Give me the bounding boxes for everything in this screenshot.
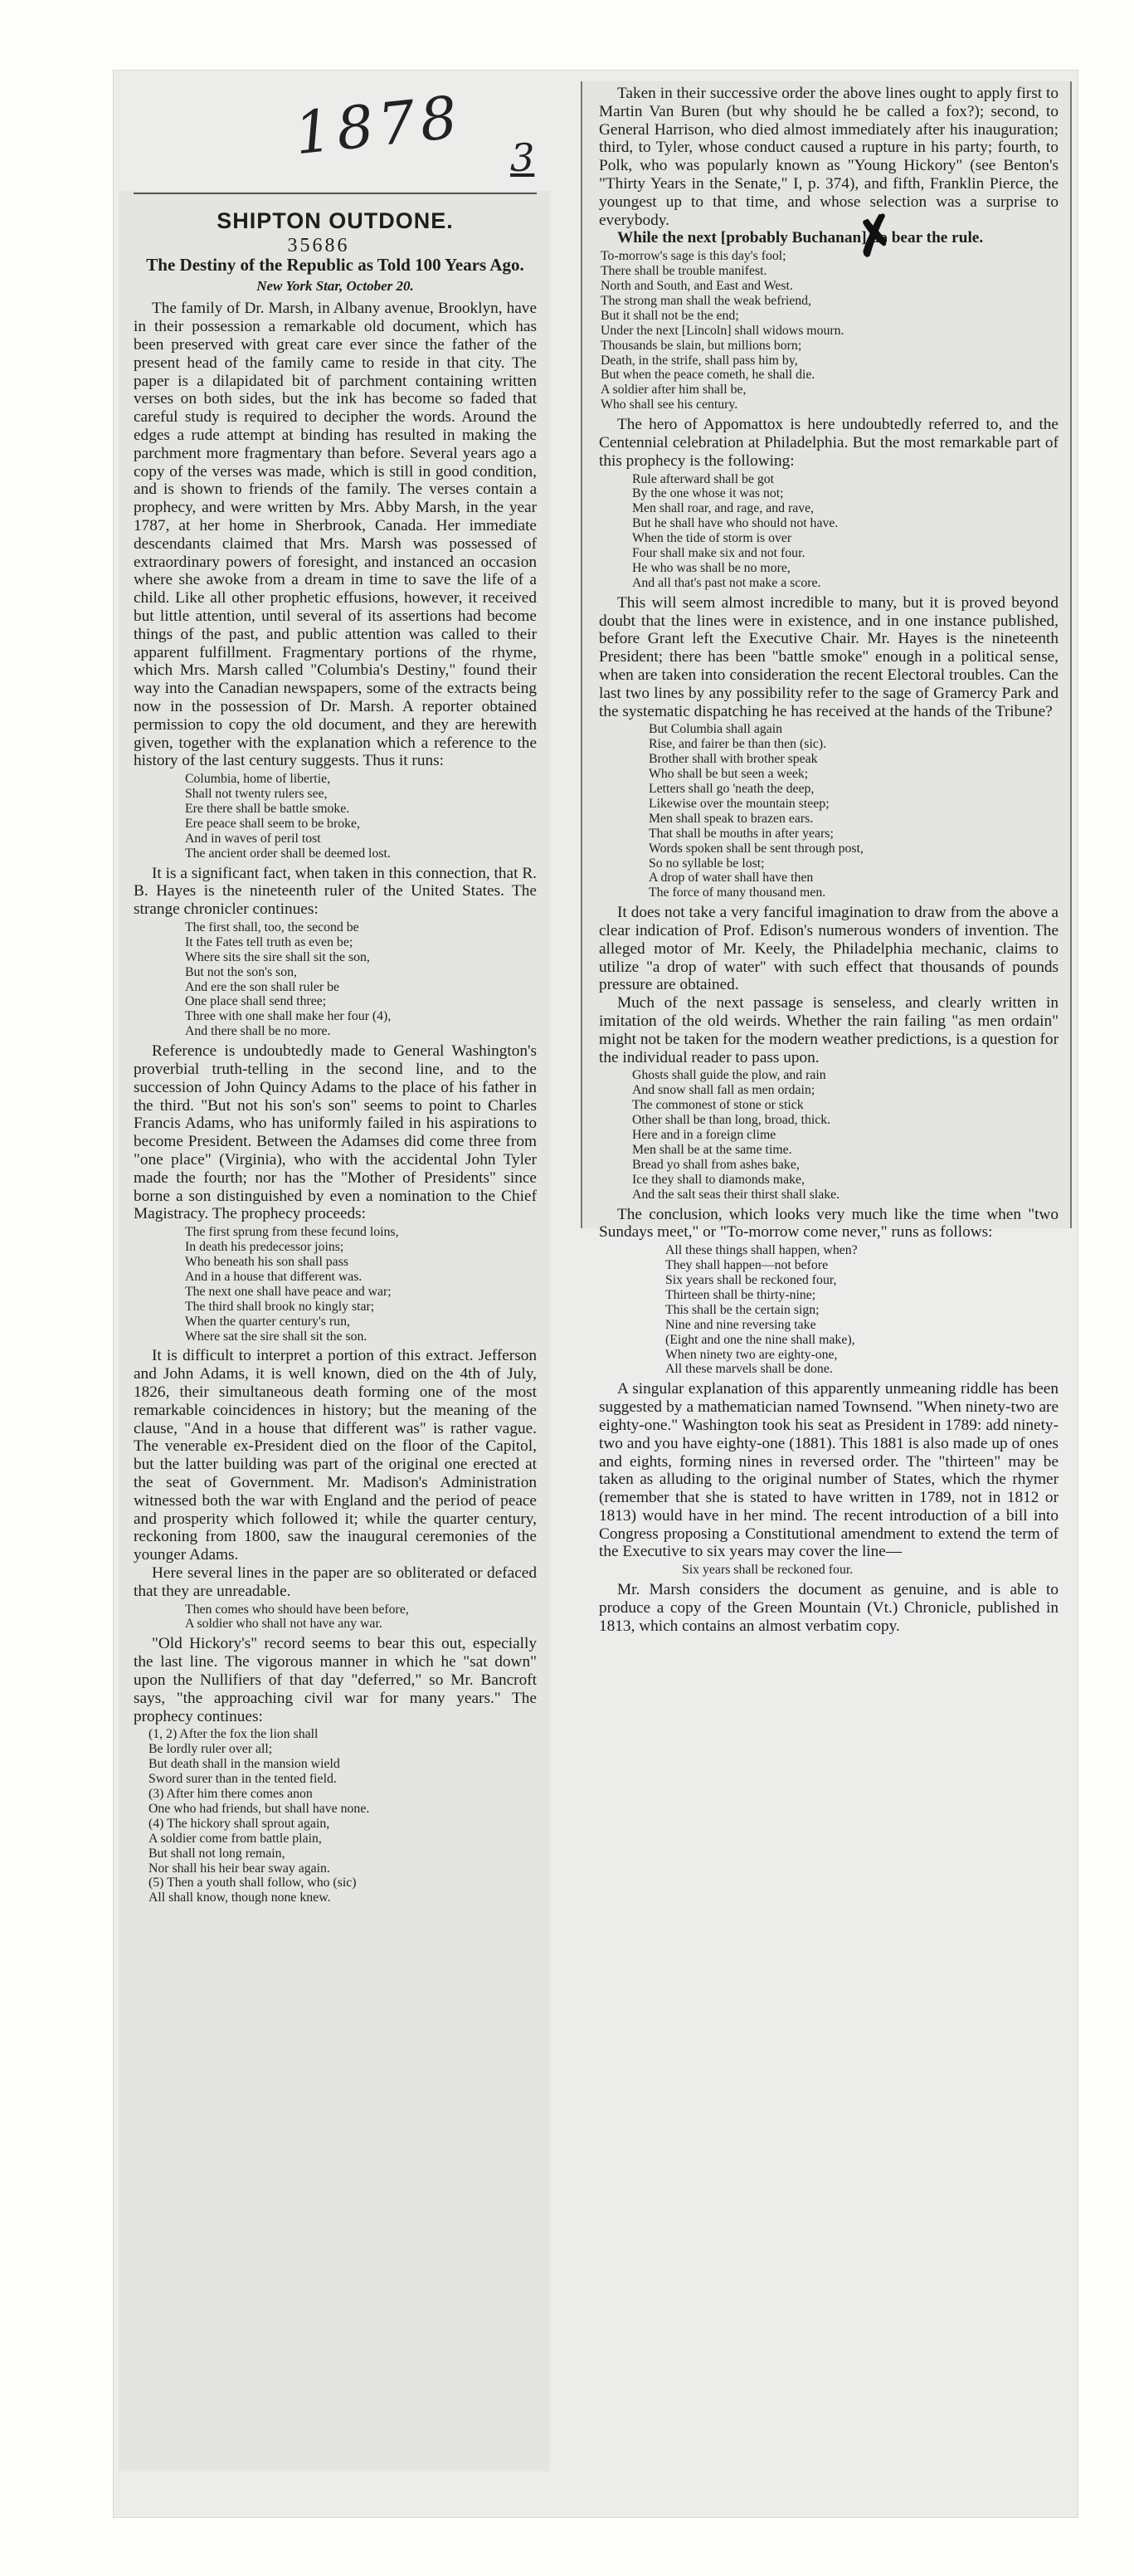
paragraph: The hero of Appomattox is here undoubtedly referred to, and the Centennial celebration at Philadelphia. But the most remarkable part of this prophecy is the following: bbox=[599, 416, 1059, 470]
verse-line: Who beneath his son shall pass bbox=[185, 1254, 348, 1269]
paragraph: Much of the next passage is senseless, and clearly written in imitation of the old weirds. Whether the rain failing "as men ordain" might not be taken for the modern weather predictions, is a question for the individual reader to pass upon. bbox=[599, 994, 1059, 1066]
source-dateline: New York Star, October 20. bbox=[256, 277, 414, 294]
verse-line: (5) Then a youth shall follow, who (sic) bbox=[148, 1876, 357, 1891]
paragraph: It is a significant fact, when taken in this connection, that R. B. Hayes is the nineteenth ruler of the United States. The strange chronicler continues: bbox=[134, 864, 537, 919]
verse-line: Where sat the sire shall sit the son. bbox=[185, 1329, 367, 1344]
verse-line: And the salt seas their thirst shall slake. bbox=[632, 1187, 840, 1202]
paragraph: Here several lines in the paper are so obliterated or defaced that they are unreadable. bbox=[134, 1564, 537, 1600]
verse-block bbox=[185, 1603, 537, 1632]
verse-line: When the tide of storm is over bbox=[632, 531, 792, 546]
verse-line: There shall be trouble manifest. bbox=[601, 264, 767, 279]
verse-line: Ghosts shall guide the plow, and rain bbox=[632, 1068, 826, 1083]
verse-line: But Columbia shall again bbox=[649, 722, 783, 737]
verse-line: Six years shall be reckoned four. bbox=[682, 1563, 854, 1578]
verse-line: Nine and nine reversing take bbox=[665, 1317, 816, 1332]
paragraph: The conclusion, which looks very much like the time when "two Sundays meet," or "To-morrow come never," runs as follows: bbox=[599, 1205, 1059, 1242]
verse-block bbox=[601, 249, 1059, 412]
paragraph: While the next [probably Buchanan] do bear the rule. bbox=[617, 229, 984, 247]
verse-line: Bread yo shall from ashes bake, bbox=[632, 1157, 800, 1172]
verse-line: They shall happen—not before bbox=[665, 1258, 829, 1273]
paragraph: "Old Hickory's" record seems to bear this out, especially the last line. The vigorous manner in which he "sat down" upon the Nullifiers of that day "deferred," so Mr. Bancroft says, "the approaching civil war for many years." The prophecy continues: bbox=[134, 1635, 537, 1725]
verse-line: Who shall be but seen a week; bbox=[649, 767, 809, 782]
paragraph: Mr. Marsh considers the document as genuine, and is able to produce a copy of the Green Mountain (Vt.) Chronicle, published in 1813, which contains an almost verbatim copy. bbox=[599, 1581, 1059, 1635]
verse-line: (3) After him there comes anon bbox=[148, 1786, 313, 1801]
verse-line: Ice they shall to diamonds make, bbox=[632, 1172, 805, 1187]
verse-line: And in waves of peril tost bbox=[185, 831, 321, 846]
verse-line: Shall not twenty rulers see, bbox=[185, 787, 328, 802]
verse-line: Four shall make six and not four. bbox=[632, 546, 805, 561]
verse-line: But shall not long remain, bbox=[148, 1846, 285, 1861]
handwritten-page-mark: 3 bbox=[510, 135, 535, 180]
verse-line: He who was shall be no more, bbox=[632, 560, 791, 575]
verse-line: But not the son's son, bbox=[185, 964, 297, 979]
verse-line: North and South, and East and West. bbox=[601, 278, 793, 293]
verse-line: But death shall in the mansion wield bbox=[148, 1757, 340, 1772]
verse-line: Words spoken shall be sent through post, bbox=[649, 841, 864, 856]
verse-line: Nor shall his heir bear sway again. bbox=[148, 1861, 330, 1876]
verse-line: Then comes who should have been before, bbox=[185, 1602, 409, 1617]
verse-line: To-morrow's sage is this day's fool; bbox=[601, 249, 786, 264]
verse-block bbox=[185, 1225, 537, 1344]
verse-line: That shall be mouths in after years; bbox=[649, 826, 834, 841]
handwritten-mark-icon: ✗ bbox=[847, 202, 903, 271]
verse-block bbox=[185, 772, 537, 861]
verse-line: Three with one shall make her four (4), bbox=[185, 1009, 392, 1024]
verse-line: And ere the son shall ruler be bbox=[185, 979, 339, 994]
verse-line: (1, 2) After the fox the lion shall bbox=[148, 1727, 319, 1742]
handwritten-year: 1878 bbox=[291, 82, 465, 168]
verse-line: (Eight and one the nine shall make), bbox=[665, 1332, 855, 1347]
verse-line: Under the next [Lincoln] shall widows mourn. bbox=[601, 323, 844, 338]
paragraph: This will seem almost incredible to many, but it is proved beyond doubt that the lines were in existence, and in one instance published, before Grant left the Executive Chair. Mr. Hayes is the nineteenth President; there has been "battle smoke" enough in a political sense, when are taken into consideration the recent Electoral troubles. Can the last two lines by any possibility refer to the sage of Gramercy Park and the systematic dispatching he has received at the hands of the Tribune? bbox=[599, 593, 1059, 720]
verse-line: And all that's past not make a score. bbox=[632, 575, 821, 590]
verse-line: The next one shall have peace and war; bbox=[185, 1284, 392, 1299]
verse-line: But when the peace cometh, he shall die. bbox=[601, 368, 815, 383]
verse-line: This shall be the certain sign; bbox=[665, 1302, 820, 1317]
verse-line: Rule afterward shall be got bbox=[632, 471, 775, 486]
verse-block bbox=[649, 722, 1059, 900]
verse-line: A soldier after him shall be, bbox=[601, 383, 747, 398]
verse-line: When the quarter century's run, bbox=[185, 1314, 350, 1329]
verse-line: A soldier come from battle plain, bbox=[148, 1831, 322, 1846]
verse-line: Columbia, home of libertie, bbox=[185, 772, 331, 787]
verse-line: And snow shall fall as men ordain; bbox=[632, 1083, 815, 1098]
paragraph: Reference is undoubtedly made to General Washington's proverbial truth-telling in the second line, and to the succession of John Quincy Adams to the place of his father in the third. "But not his son's son" seems to point to Charles Francis Adams, who has uniformly failed in his aspirations to become President. Between the Adamses did come three from "one place" (Virginia), who with the accidental John Tyler made the fourth; nor has the "Mother of Presidents" since borne a son distinguished by even a nomination to the Chief Magistracy. The prophecy proceeds: bbox=[134, 1042, 537, 1223]
verse-line: Brother shall with brother speak bbox=[649, 752, 818, 767]
verse-line: So no syllable be lost; bbox=[649, 856, 765, 871]
paragraph: The family of Dr. Marsh, in Albany avenue, Brooklyn, have in their possession a remarkable old document, which has been preserved with great care ever since the father of the present head of the family came to reside in that city. The paper is a dilapidated bit of parchment containing written verses on both sides, but the ink has become so faded that careful study is required to decipher the words. Around the edges a rude attempt at binding has resulted in making the parchment more fragmentary than before. Several years ago a copy of the verses was made, which is still in good condition, and is shown to friends of the family. The verses contain a prophecy, and were written by Mrs. Abby Marsh, in the year 1787, at her home in Sherbrook, Canada. Her immediate descendants claimed that Mrs. Marsh was possessed of extraordinary powers of foresight, and instanced an occasion where she awoke from a dream in time to save the life of a child. Like all other prophetic effusions, however, it received but little attention, until several of its assertions had become things of the past, and public attention was called to their apparent fulfillment. Fragmentary portions of the rhyme, which Mrs. Marsh called "Columbia's Destiny," found their way into the Canadian newspapers, some of the extracts being now in the possession of Dr. Marsh. A reporter obtained permission to copy the old document, and they are herewith given, together with the explanation which a reference to the history of the last century suggests. Thus it runs: bbox=[134, 300, 537, 770]
verse-line: The ancient order shall be deemed lost. bbox=[185, 846, 391, 861]
paragraph: Taken in their successive order the above lines ought to apply first to Martin Van Buren (but why should he be called a fox?); second, to General Harrison, who died almost immediately after his inauguration; third, to Tyler, whose conduct caused a rupture in his party; fourth, to Polk, who was popularly known as "Young Hickory" (see Benton's "Thirty Years in the Senate," I, p. 374), and fifth, Franklin Pierce, the youngest up to that time, and whose selection was a surprise to everybody. bbox=[599, 85, 1059, 229]
verse-line: The first shall, too, the second be bbox=[185, 920, 359, 934]
paragraph: It is difficult to interpret a portion of this extract. Jefferson and John Adams, it is well known, died on the 4th of July, 1826, their simultaneous death forming one of the most remarkable coincidences in history; but the meaning of the clause, "And in a house that different was" is rather vague. The venerable ex-President died on the floor of the Capitol, but the latter building was part of the original one erected at the seat of Government. Mr. Madison's Administration witnessed both the war with England and the period of peace and prosperity which followed it; while the quarter century, reckoning from 1800, saw the inaugural ceremonies of the younger Adams. bbox=[134, 1347, 537, 1564]
verse-line: Who shall see his century. bbox=[601, 398, 738, 412]
verse-line: Men shall roar, and rage, and rave, bbox=[632, 501, 815, 516]
verse-line: Thirteen shall be thirty-nine; bbox=[665, 1287, 816, 1302]
verse-line: Death, in the strife, shall pass him by, bbox=[601, 353, 798, 368]
verse-line: Be lordly ruler over all; bbox=[148, 1742, 273, 1757]
verse-line: The force of many thousand men. bbox=[649, 886, 826, 900]
headline: SHIPTON OUTDONE. bbox=[217, 208, 454, 233]
verse-line: A soldier who shall not have any war. bbox=[185, 1617, 382, 1632]
clipping-column-1 bbox=[119, 191, 550, 2471]
verse-line: Likewise over the mountain steep; bbox=[649, 796, 830, 811]
verse-block bbox=[682, 1563, 1059, 1578]
verse-line: When ninety two are eighty-one, bbox=[665, 1347, 838, 1362]
subhead: The Destiny of the Republic as Told 100 Years Ago. bbox=[146, 254, 524, 275]
verse-line: Where sits the sire shall sit the son, bbox=[185, 949, 370, 964]
verse-line: One place shall send three; bbox=[185, 994, 327, 1009]
verse-line: Men shall speak to brazen ears. bbox=[649, 811, 814, 826]
verse-line: By the one whose it was not; bbox=[632, 486, 784, 501]
clipping-column-2 bbox=[581, 81, 1072, 1635]
verse-line: Rise, and fairer be than then (sic). bbox=[649, 737, 827, 752]
verse-line: Thousands be slain, but millions born; bbox=[601, 338, 802, 353]
verse-line: The strong man shall the weak befriend, bbox=[601, 293, 811, 308]
verse-line: But he shall have who should not have. bbox=[632, 516, 839, 531]
verse-line: One who had friends, but shall have none. bbox=[148, 1801, 370, 1816]
verse-block bbox=[665, 1243, 1059, 1377]
paragraph: A singular explanation of this apparently unmeaning riddle has been suggested by a mathematician named Townsend. "When ninety-two are eighty-one." Washington took his seat as President in 1789: add ninety-two and you have eighty-one (1881). This 1881 is also made up of ones and eights, forming nines in reversed order. The "thirteen" may be taken as alluding to the original number of States, which the rhymer (remember that she is stated to have written in 1789, not in 1812 or 1813) would have in her mind. The recent introduction of a bill into Congress proposing a Constitutional amendment to extend the term of the Executive to six years may cover the line— bbox=[599, 1380, 1059, 1561]
verse-line: A drop of water shall have then bbox=[649, 871, 814, 886]
verse-line: All shall know, though none knew. bbox=[148, 1891, 331, 1905]
verse-line: The third shall brook no kingly star; bbox=[185, 1299, 375, 1314]
verse-block bbox=[632, 472, 1059, 591]
verse-line: All these things shall happen, when? bbox=[665, 1243, 858, 1258]
verse-line: In death his predecessor joins; bbox=[185, 1240, 344, 1255]
verse-line: All these marvels shall be done. bbox=[665, 1362, 833, 1377]
paragraph: It does not take a very fanciful imagination to draw from the above a clear indication of Prof. Edison's numerous wonders of invention. The alleged motor of Mr. Keely, the Philadelphia mechanic, claims to utilize "a drop of water" with such effect that thousands of pounds pressure are obtained. bbox=[599, 904, 1059, 994]
verse-line: (4) The hickory shall sprout again, bbox=[148, 1816, 330, 1831]
verse-line: And there shall be no more. bbox=[185, 1024, 331, 1039]
verse-line: And in a house that different was. bbox=[185, 1269, 363, 1284]
verse-block bbox=[148, 1727, 537, 1905]
verse-line: Sword surer than in the tented field. bbox=[148, 1772, 337, 1787]
verse-block bbox=[632, 1068, 1059, 1202]
clipping-number: 35686 bbox=[287, 234, 350, 256]
verse-line: It the Fates tell truth as even be; bbox=[185, 934, 353, 949]
verse-line: Here and in a foreign clime bbox=[632, 1128, 776, 1143]
verse-line: But it shall not be the end; bbox=[601, 308, 739, 323]
verse-line: Men shall be at the same time. bbox=[632, 1142, 792, 1157]
verse-line: Ere peace shall seem to be broke, bbox=[185, 816, 360, 831]
verse-line: The first sprung from these fecund loins, bbox=[185, 1225, 399, 1240]
verse-line: Six years shall be reckoned four, bbox=[665, 1272, 837, 1287]
verse-line: Letters shall go 'neath the deep, bbox=[649, 781, 815, 796]
verse-line: The commonest of stone or stick bbox=[632, 1098, 804, 1113]
verse-line: Other shall be than long, broad, thick. bbox=[632, 1113, 831, 1128]
top-rule bbox=[134, 193, 537, 194]
verse-line: Ere there shall be battle smoke. bbox=[185, 801, 350, 816]
verse-block bbox=[185, 920, 537, 1039]
